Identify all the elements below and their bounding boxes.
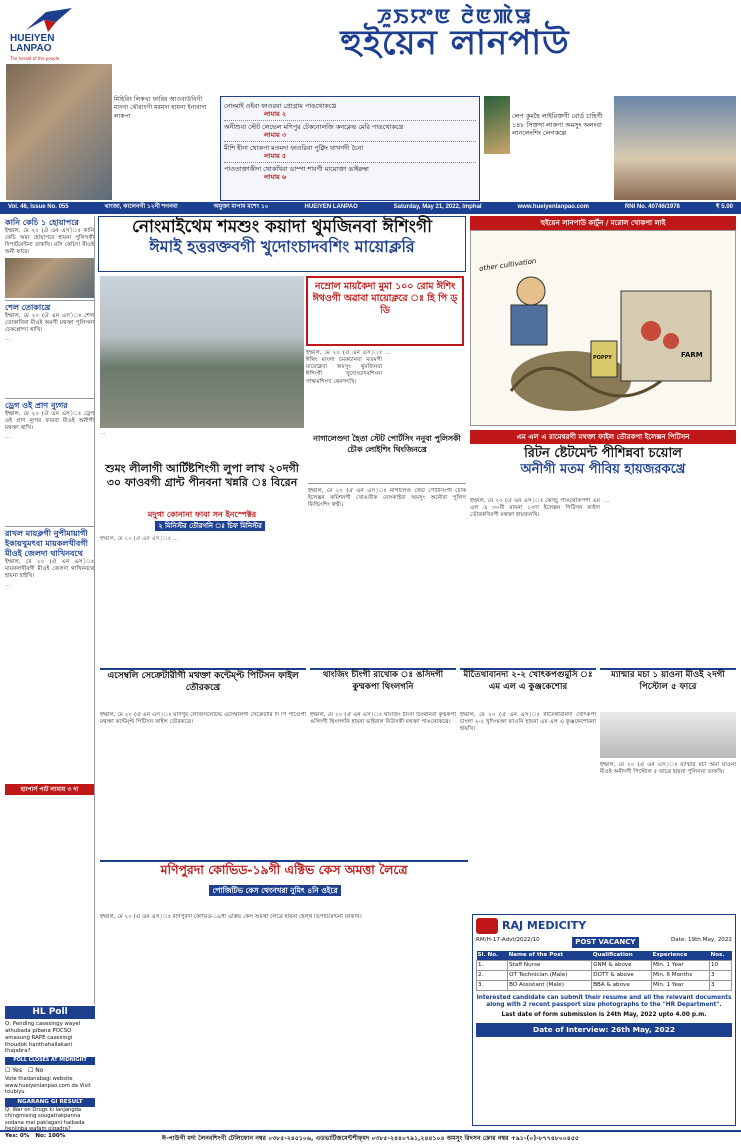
- left-story-body: ইম্ফাল, মে ২০ (ঐ এন এস)ঃ মায়কলখীবগী মীওই জেলদা থাখিনবথে হায়না হাইখি।: [5, 558, 94, 579]
- teaser-item[interactable]: [224, 121, 476, 142]
- lower-story-1-text: ইম্ফাল, মে ২০ (ঐ এন এস)ঃ মণিপুর লেজিসলেটিভ এসেম্বলিগী সেক্রেটারি দি পি পাণ্ডেগী মথক্তা কন্টেম্প্ট পিটিসন ফাইল তৌরকখ্রে।: [100, 712, 306, 726]
- covid-headline[interactable]: [100, 860, 468, 882]
- main-story-body: [306, 350, 382, 428]
- date-english: Saturday, May 21, 2022, Imphal: [393, 204, 482, 211]
- ad-label[interactable]: হ্যাপার্স পাট লামায় ৩ দা: [5, 784, 94, 796]
- left-story-head[interactable]: কানি কেচি ১ হোয়াপরে: [5, 218, 79, 227]
- top-right-photo-2: [614, 96, 736, 200]
- filler-text: …: [5, 433, 11, 440]
- teaser-item[interactable]: [224, 163, 476, 183]
- poll-options: [5, 1067, 95, 1075]
- right-headline-line-1: রিটন ষ্টেটমেন্ট পীশিন্নবা চয়োল: [524, 446, 682, 461]
- lower-story-2-title: থাংজিং চীংগী রাথোক ঃ ঙসিদগী কুম্মকপা থিংলগনি: [322, 670, 444, 692]
- table-row: [477, 970, 732, 980]
- right-headline-line-2: অনীগী মতম পীবিয় হায়জরকখ্রে: [520, 462, 686, 478]
- main-story-inset-headline: নম্রোল মায়কৈদা মুমা ১০০ রোম ঈশিং ঈথওগী অৱাবা মায়োক্লরে ঃ হি পি ড্ ডি: [312, 281, 458, 317]
- vacancy-table: [476, 951, 732, 991]
- top-left-photo-caption: [114, 96, 214, 196]
- price: ₹ 5.00: [715, 204, 733, 211]
- left-story-head[interactable]: ড্রেগ ওই প্রাণ ন্যুগর: [5, 398, 94, 411]
- ad-heading: POST VACANCY: [572, 937, 638, 948]
- table-cell: BBA & above: [592, 980, 652, 990]
- table-header: Nos.: [710, 951, 732, 960]
- top-right-teaser[interactable]: [512, 112, 612, 182]
- top-teasers: [220, 96, 480, 201]
- right-story-headline[interactable]: [470, 446, 736, 494]
- covid-body: [100, 914, 468, 1124]
- middle-story-body: [308, 488, 466, 664]
- left-column: [5, 216, 95, 1004]
- cartoon-label-farm: FARM: [681, 351, 703, 359]
- poll-no-result: No: 100%: [35, 1132, 66, 1139]
- date-local: থাংজা, কালেনগী ১২নী শগনবা: [104, 204, 178, 211]
- poll-closes: POLL CLOSES AT MIDNIGHT: [5, 1057, 95, 1065]
- lower-story-1-title: এসেম্বলি সেক্রেটারীগী মথক্তা কন্টেম্প্ট পিটিসন ফাইল তৌরকখ্রে: [107, 671, 299, 694]
- table-cell: OT Technician (Male): [508, 970, 592, 980]
- teaser-item[interactable]: [224, 100, 476, 121]
- secondary-subhead-2-text: ২ মিনিস্টর তৌরগনি ঃ চিফ মিনিস্টর: [155, 521, 265, 531]
- lower-story-4-text: ইম্ফাল, মে ২০ (ঐ এন এস)ঃ ম্যান্মার মচা অমা য়াওনা মীওই অনীদগী পিস্টোল ৫ ফাখ্রে হায়না পুলিসনা তাকখি।: [600, 762, 736, 776]
- price-local: অমুক্তা মাপাম মশেং ১০: [213, 204, 269, 211]
- ad-note: Interested candidate can submit their resume and all the relevant documents along with 2 recent passport size photographs to the "HR Department".: [476, 994, 732, 1008]
- caption-text: মিহিরিং লিকখা ফারির আওবাউবিগী মানবা থৌরাংগী মরমদা হায়না ইনাবাদা লাকপা: [114, 96, 207, 120]
- poll-no-option[interactable]: ☐ No: [27, 1066, 44, 1074]
- middle-story-text: ইম্ফাল, মে ২০ (ঐ এন এস)ঃ নাগালেণ্ড স্টেট পোর্টসিংগী চৌক ইলেক্সন কমিশনগী খোঙতীক নোংকাইবা অমসুং অনৌবা পুলিস ফিল্ডিংশিং থম্মী।: [308, 488, 466, 509]
- logo-tagline: The herald of the people: [10, 56, 60, 61]
- lower-story-1-body: [100, 712, 306, 854]
- main-headline-line-1: নোংমাইথেম শমশুং কয়াদা থুমজিনবা ঈশিংগী: [131, 217, 432, 237]
- top-left-photo: [6, 64, 112, 200]
- poll-title: HL Poll: [5, 1006, 95, 1019]
- covid-title: মণিপুরদা কোভিড-১৯গী এক্টিভ কেস অমত্তা লৈত্রে: [160, 862, 408, 877]
- table-cell: 3: [710, 970, 732, 980]
- footer: ঈ-পাউগী মর্দা লৈনবশিংগী টেলিফোন নম্বর ০৩৮৫-২৪৫১০৬, এডভার্টিজমেন্টশীফ্মদ ০৩৮৫-২৪৪০৭৯১,২৪৪১০৪ অমসুং রিদসন ক্রোর নম্বর +৯১-(০)-৮৭৭৪৮০০৪৫৫: [0, 1130, 741, 1147]
- table-row: [477, 960, 732, 970]
- poll-yes-label: Yes: [12, 1066, 22, 1074]
- lower-story-3-text: ইম্ফাল, মে ২০ (ঐ এন এস)ঃ মীতৈথাবানদা খোৎকপা চাংলা ২-২ খুদিংমক্তা ফাওনি হায়না এম এল এ কুঞ্জকেশোরনা হায়খি।: [460, 712, 596, 733]
- middle-story-title: নাগালেণ্ডদা হৈতা স্টেট পোর্টসিং ননুবা পুলিসকী চৌক লোইশিং থিংজিনখ্রে: [313, 434, 461, 454]
- logo-name: HUEIYEN LANPAO: [10, 33, 55, 54]
- lower-story-3-title: মীতৈথাবানদা ২-২ খোৎকপগুমুসি ঃ এম এল এ কুঞ্জকেশোর: [463, 670, 593, 692]
- filler-text: …: [5, 335, 11, 342]
- main-story-body-2: …: [386, 350, 392, 356]
- bird-logo-icon: [26, 8, 72, 32]
- masthead-title: হুইয়েন লানপাউ: [340, 23, 570, 63]
- table-cell: BO Assistant (Male): [508, 980, 592, 990]
- paper-name: HUEIYEN LANPAO: [304, 204, 358, 211]
- cartoon-banner: হুইয়েন লানপাউ কার্টুন / মরোল খোকপা লাই: [470, 216, 736, 230]
- table-cell: 3: [710, 980, 732, 990]
- poll-yes-option[interactable]: ☐ Yes: [5, 1066, 22, 1074]
- secondary-headline[interactable]: [100, 462, 304, 500]
- teaser-item[interactable]: [224, 142, 476, 163]
- table-cell: 2.: [477, 970, 508, 980]
- volume-label: Vol. 46, Issue No. 055: [8, 204, 69, 211]
- covid-subhead: [190, 886, 360, 912]
- left-story-body: ইম্ফাল, মে ২০ (ঐ এন এস)ঃ ড্রেগ ওই প্রাণ ন্যুগর ফারবা মীওই অনীগী মথক্তা থাখি।: [5, 410, 94, 431]
- ad-date: Date: 19th May, 2022: [670, 937, 732, 943]
- left-story-head[interactable]: শেল তোকাখ্রে: [5, 300, 94, 313]
- table-row: [477, 980, 732, 990]
- table-cell: 10: [710, 960, 732, 970]
- top-right-photo-1: [484, 96, 510, 154]
- poll-result-question: Q: War on Drugs ki lanjangda chingmising sougatrakpanna sodana mai paklagani haibada henjinba wafam oigadra?: [5, 1106, 85, 1133]
- secondary-body: ইম্ফাল, মে ২০ (ঐ এন এস)ঃ …: [100, 536, 179, 542]
- poll-question: Q: Pending casesingy wayel athubada pibana POCSO amasung RAPE casesingi thoudok hanthahallakani thajabra?: [5, 1021, 81, 1055]
- raj-medicity-logo-icon: [476, 918, 498, 934]
- right-story-body-2: …: [604, 498, 610, 504]
- main-story-body-3: …: [100, 430, 106, 436]
- lower-story-2-body: [310, 712, 456, 854]
- lower-story-4-body: [600, 762, 736, 854]
- main-story-text: ইম্ফাল, মে ২০ (ঐ এন এস)ঃ ঈথিং মাংলা চমকচানবা মতমগী মায়োক্লবা অমসুং থুমজিনবা ঈশিংগী খুদোংচাদবশিংনা পাম্ফমশিংদা থেনগৎখি।: [306, 350, 382, 385]
- poll-no-label: No: [35, 1066, 44, 1074]
- secondary-subhead: মদুগা কোনানা ফাবা সন ইনস্পেক্টর: [147, 510, 257, 519]
- teaser-text: অনীশুবা স্টেট লেভেল মণিপুর টেকনোলজি কনক্লেভ মেরি পাঙথোকখ্রে: [224, 123, 404, 131]
- filler-text: …: [5, 581, 11, 588]
- covid-text: ইম্ফাল, মে ২০ (ঐ এন এস)ঃ মণিপুরদা কোভিড-১৯গী এক্টিভ কেস অমত্তা লৈত্রে হায়না হেল্থ ডিপার্টমেন্টনা তাকখি।: [100, 914, 362, 920]
- left-story-body: ইম্ফাল, মে ২০ (ঐ এন এস)ঃ শেল তোকাখিবা মীওই অমগী মথক্তা পুলিসনা চেকপ্লোন্দা থাখি।: [5, 312, 94, 333]
- table-header: Qualification: [592, 951, 652, 960]
- covid-sub-text: পোজিটিভ কেস থেংনখরা নুমিৎ ৪নি ওইরে: [209, 885, 340, 896]
- table-header: Sl. No.: [477, 951, 508, 960]
- cartoon-label-other: other cultivation: [478, 257, 537, 273]
- main-story-inset: [306, 276, 464, 346]
- table-cell: Min. 1 Year: [651, 960, 709, 970]
- right-story-body: [470, 498, 600, 664]
- recruitment-ad[interactable]: [472, 914, 736, 1126]
- poll-yes-result: Yes: 0%: [5, 1132, 30, 1139]
- table-cell: Min. 1 Year: [651, 980, 709, 990]
- secondary-headline-text: শুমং লীলাগী আর্টিষ্টশিংগী লুপা লাখ ২০দগী ৩০ ফাওবগী গ্রান্ট পীনবনা খন্নরি ঃ বিরেন: [105, 462, 299, 490]
- teaser-page: লামায় ৫: [264, 152, 287, 160]
- ad-company: RAJ MEDICITY: [502, 919, 587, 933]
- teaser-text: লেপ কুমহৈ লাইরিক্তগী বোর্ড চাহিগী ১৪৮ সিক্তদা লাকপা অমসুং অলংবা লানলেংশিং লেপকল্লে: [512, 112, 603, 138]
- lower-story-2-text: ইম্ফাল, মে ২০ (ঐ এন এস)ঃ থাংজিং চীংদা চিংথানবা কুম্মকপা ঙসিদগী থিংলগনি হায়না ভাইরাল নিউসকী মথক্তা পাঙথোকখ্রে।: [310, 712, 456, 726]
- table-header: Name of the Post: [508, 951, 592, 960]
- lower-story-3[interactable]: [460, 668, 596, 710]
- poll-vote-note[interactable]: Vote thadanabagi website www.hueiyenlanpao.com da Visit toubiyu: [5, 1076, 91, 1096]
- hl-poll: [5, 1006, 95, 1139]
- date-strip: [0, 202, 741, 214]
- left-story-photo: [5, 258, 94, 298]
- table-cell: Staff Nurse: [508, 960, 592, 970]
- left-story-body: ইম্ফাল, মে ২০ (ঐ এন এস)ঃ কানি কেচি অমা হোয়াপরে হায়না পুলিসকী দিপার্টমেন্টনা তাকখি। মসি কেচিদা মীওই অনী ফারে।: [5, 228, 94, 255]
- website-link[interactable]: www.hueiyenlanpao.com: [517, 204, 589, 211]
- table-header: Experience: [651, 951, 709, 960]
- right-story-kicker: এম এল এ রামেশ্বরগী মথক্তা ফাইল তৌরকপা ইলেক্সন পিটিসন: [470, 430, 736, 444]
- lower-story-2[interactable]: [310, 668, 456, 710]
- main-story-photo: [100, 276, 304, 428]
- middle-story-headline[interactable]: [308, 434, 466, 484]
- masthead-script-title: ꯍꯨꯏꯌꯦꯟ ꯂꯥꯟꯄꯥꯎ: [377, 4, 533, 28]
- ad-meta: [476, 937, 732, 948]
- right-story-text: ইম্ফাল, মে ২০ (ঐ এন এস)ঃ কেসচু পাঙথোকপগী এম এল এ ৩০নী মায়না ১৩দা ইলেক্সন পিটিসন ফাইল তৌরকখিবগী মথক্তা হায়জনখি।: [470, 498, 600, 519]
- teaser-text: পাওতাক্তাকীদা থোকখিবা ডাম্পা শাবগী মায়োক্তা ঙাইরুম্বা: [224, 165, 369, 173]
- main-headline-line-2: ঈমাই হত্তরক্তবগী খুদোংচাদবশিং মায়োক্লরি: [149, 237, 415, 257]
- ad-header: [476, 918, 732, 934]
- left-story-head[interactable]: রাখল মায়ক্লগী নুপীমায়াগী ইকায়খুমৎবা মায়কলখীবগী মীওই জেলদা থাখিনবথে: [5, 526, 94, 559]
- ad-last-date: Last date of form submission is 24th May, 2022 upto 4.00 p.m.: [501, 1012, 707, 1019]
- ad-interview-date: Date of Interview: 26th May, 2022: [476, 1023, 732, 1036]
- cartoon-panel: [470, 230, 736, 426]
- teaser-text: মীশি হীনা থোকপা মতমদা ফাওরিবা পুক্নিং থাখগদী চৈনা: [224, 144, 364, 152]
- table-cell: DOTT & above: [592, 970, 652, 980]
- teaser-page: লামায় ৩: [264, 131, 287, 139]
- logo[interactable]: [6, 8, 92, 60]
- cartoon-label-poppy: POPPY: [593, 355, 612, 361]
- table-cell: 1.: [477, 960, 508, 970]
- teaser-text: নোংমাই ওইবা ফাওরবা প্রোগ্রাম পাঙথোকখ্রে: [224, 102, 337, 110]
- table-cell: 3.: [477, 980, 508, 990]
- lower-story-4-photo: [600, 712, 736, 758]
- lower-story-3-body: [460, 712, 596, 854]
- poll-result-title: NGARANG GI RESULT: [5, 1098, 95, 1107]
- lower-story-1[interactable]: [100, 668, 306, 710]
- lower-story-4-title: ম্যান্মার মচা ১ য়াওনা মীওই ২দগী পিস্টোল ৫ ফারে: [611, 670, 725, 692]
- main-headline[interactable]: [98, 216, 466, 272]
- ad-ref: RM/H-17-Advt/2022/10: [476, 937, 540, 943]
- secondary-subhead-2: [140, 522, 280, 533]
- teaser-page: লামায় ২: [264, 110, 287, 118]
- table-cell: Min. 6 Months: [651, 970, 709, 980]
- teaser-page: লামায় ৬: [264, 173, 287, 181]
- lower-story-4[interactable]: [600, 668, 736, 710]
- rni-number: RNI No. 40746/1978: [624, 204, 680, 211]
- masthead: [0, 0, 741, 63]
- table-cell: GNM & above: [592, 960, 652, 970]
